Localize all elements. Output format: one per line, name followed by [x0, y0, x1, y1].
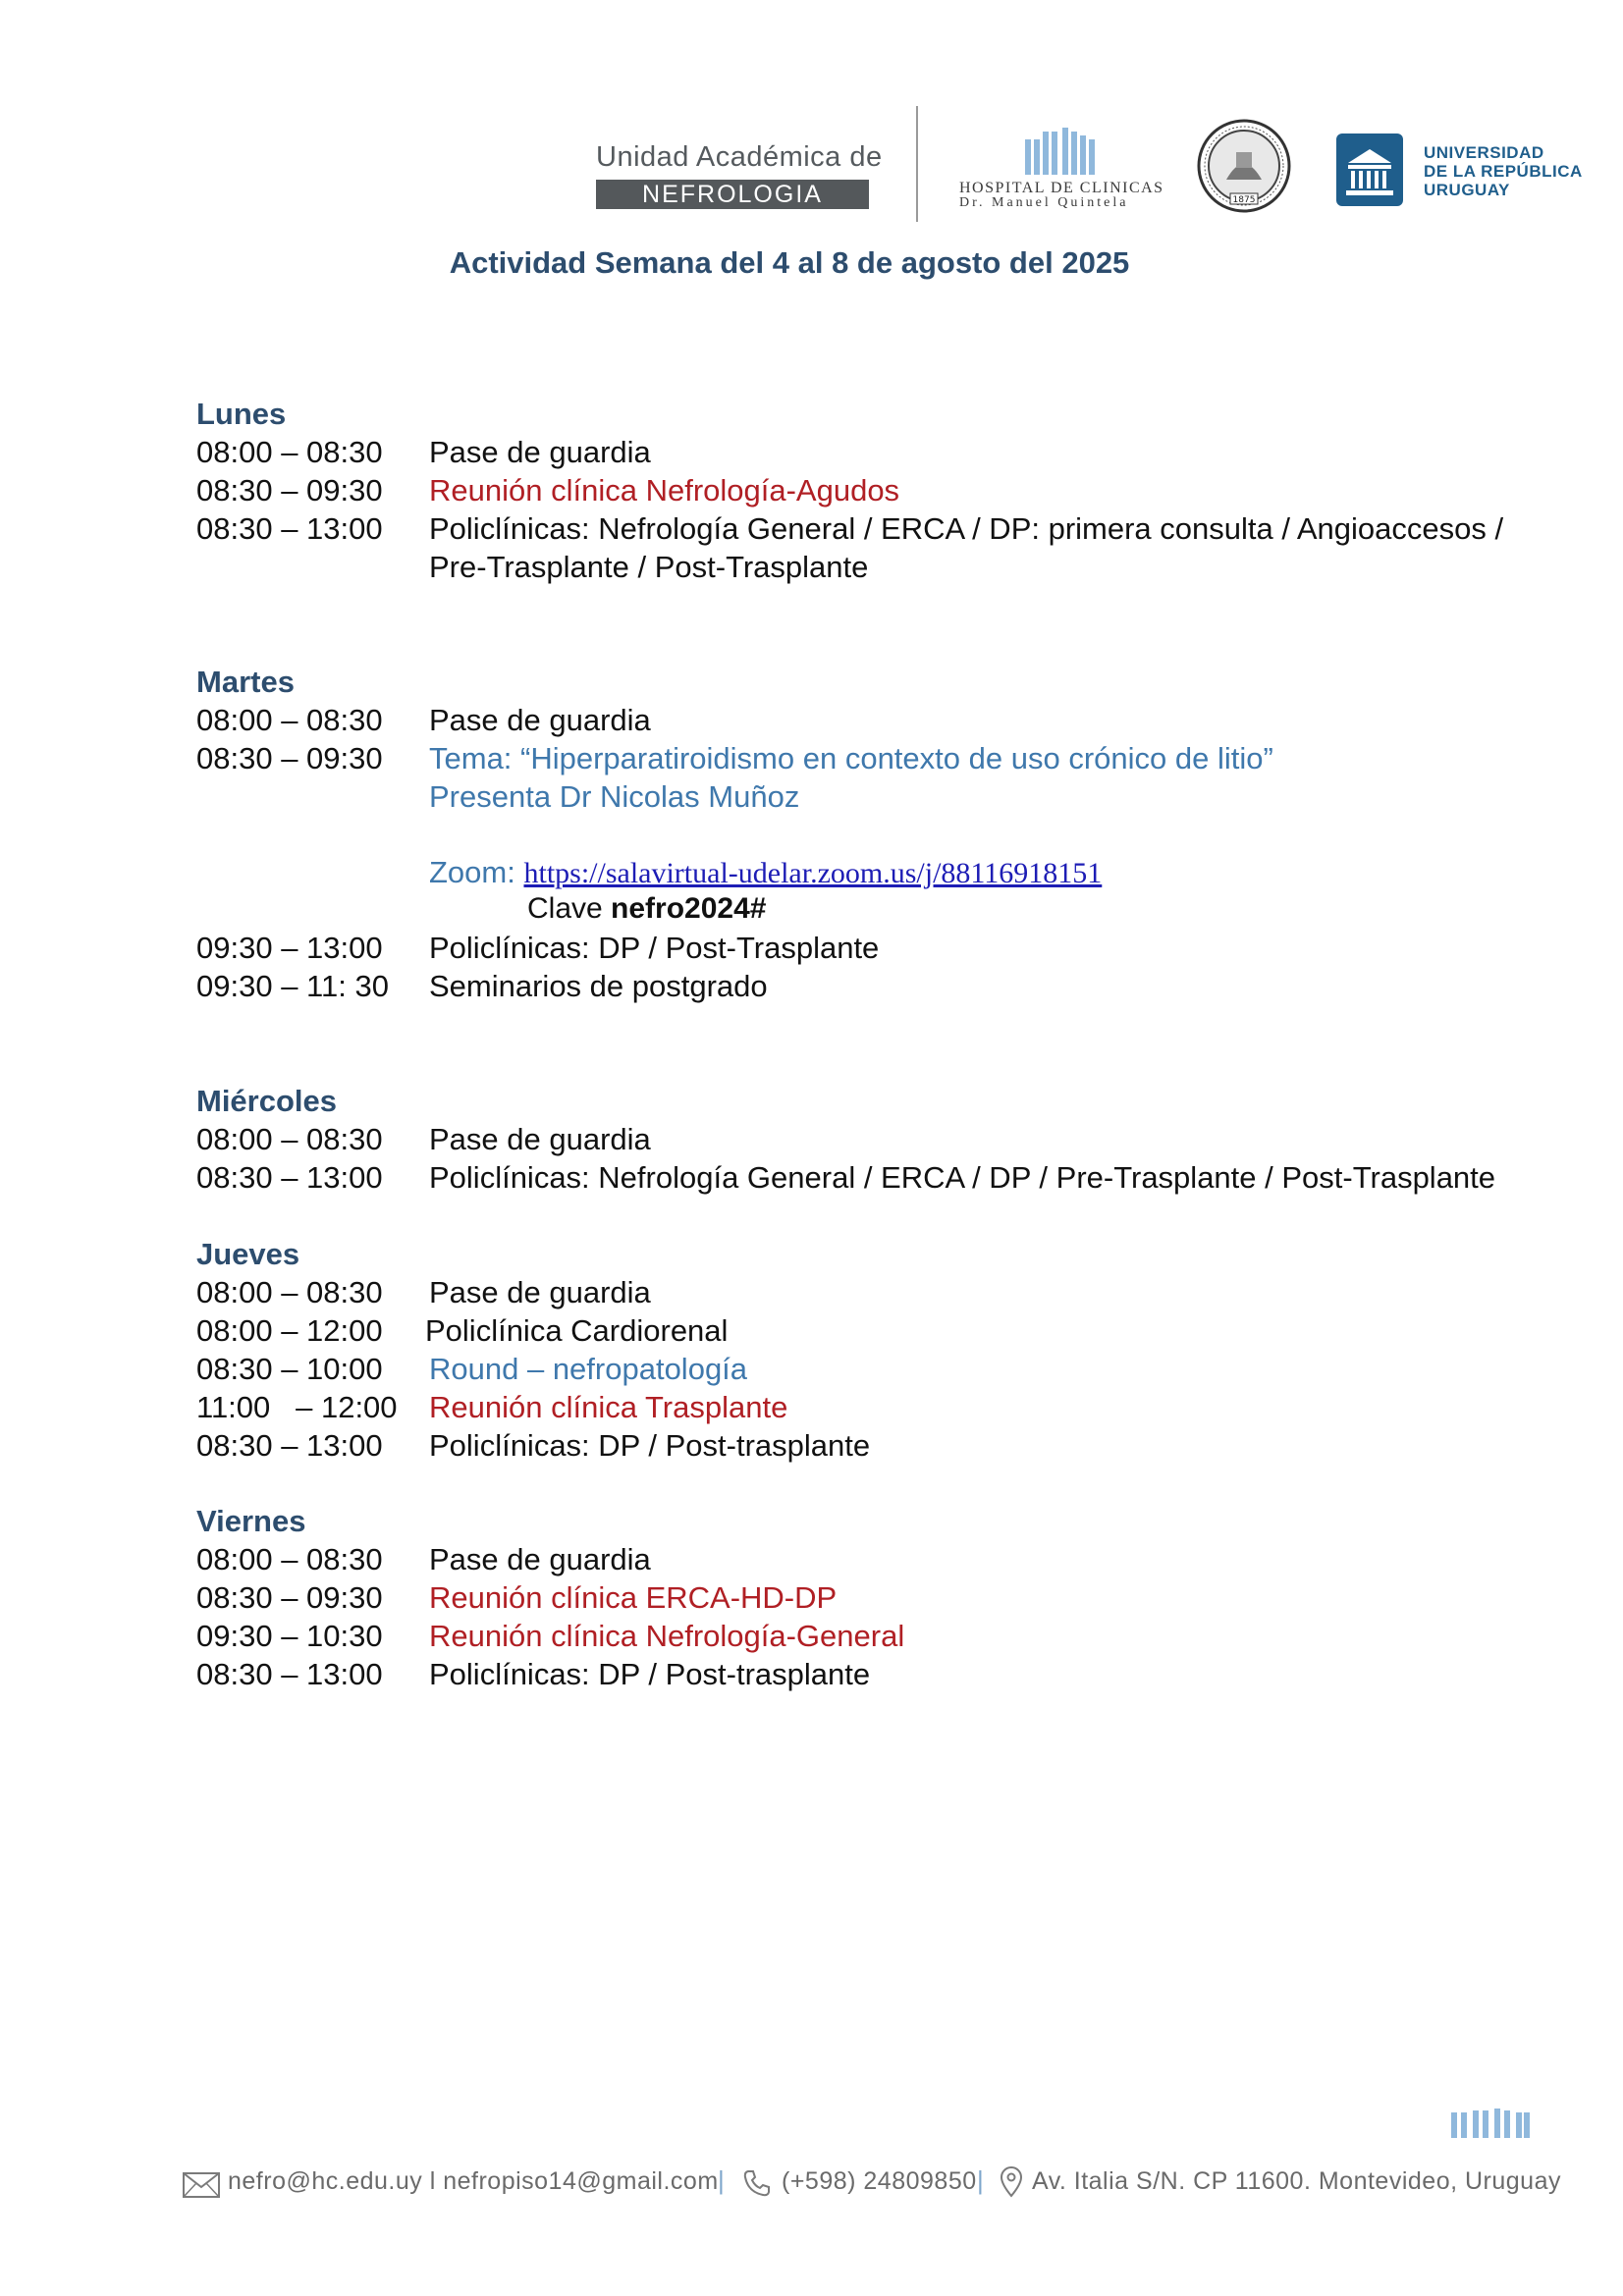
time-slot: 09:30 – 13:00 — [196, 931, 383, 965]
footer-separator: | — [977, 2165, 984, 2195]
location-pin-icon — [1000, 2166, 1023, 2198]
activity: Policlínicas: Nefrología General / ERCA / DP: primera consulta / Angioaccesos / — [429, 511, 1504, 546]
day-heading-viernes: Viernes — [196, 1504, 306, 1538]
footer-logo-icon — [1451, 2109, 1530, 2138]
activity: Policlínica Cardiorenal — [425, 1313, 729, 1348]
hospital-clinicas-logo-icon — [1025, 128, 1096, 175]
envelope-icon — [183, 2172, 220, 2198]
time-slot: 08:30 – 09:30 — [196, 473, 383, 507]
clave-value: nefro2024# — [611, 892, 767, 925]
nefrologia-label: NEFROLOGIA — [596, 180, 869, 209]
day-heading-martes: Martes — [196, 665, 295, 699]
activity-continuation: Pre-Trasplante / Post-Trasplante — [429, 550, 869, 584]
activity: Pase de guardia — [429, 435, 651, 469]
udelar-line-1: UNIVERSIDAD — [1424, 143, 1544, 162]
faculty-seal-icon — [1197, 119, 1291, 213]
hospital-name: HOSPITAL DE CLINICAS — [959, 180, 1164, 196]
header-divider — [916, 106, 918, 222]
footer-phone[interactable]: (+598) 24809850 — [782, 2167, 977, 2195]
time-slot: 08:30 – 13:00 — [196, 1160, 383, 1195]
time-slot: 08:30 – 13:00 — [196, 1428, 383, 1463]
activity-round: Round – nefropatología — [429, 1352, 748, 1386]
activity-meeting: Reunión clínica ERCA-HD-DP — [429, 1580, 838, 1615]
activity: Pase de guardia — [429, 1542, 651, 1576]
phone-icon — [742, 2168, 772, 2198]
page-title: Actividad Semana del 4 al 8 de agosto del 2025 — [449, 245, 1130, 280]
activity-topic: Tema: “Hiperparatiroidismo en contexto de uso crónico de litio” — [429, 741, 1273, 775]
udelar-building-icon — [1336, 133, 1403, 206]
time-slot: 09:30 – 10:30 — [196, 1619, 383, 1653]
footer-email[interactable]: nefro@hc.edu.uy l nefropiso14@gmail.com — [228, 2167, 719, 2195]
zoom-link[interactable]: https://salavirtual-udelar.zoom.us/j/88116918151 — [523, 857, 1103, 889]
clave-label: Clave — [527, 892, 603, 925]
time-slot: 08:00 – 08:30 — [196, 1275, 383, 1309]
time-slot: 09:30 – 11: 30 — [196, 969, 389, 1003]
footer-separator: | — [718, 2165, 725, 2195]
activity: Pase de guardia — [429, 703, 651, 737]
time-slot: 08:00 – 08:30 — [196, 1122, 383, 1156]
zoom-line — [429, 855, 1102, 890]
day-heading-lunes: Lunes — [196, 397, 287, 431]
time-slot: 08:30 – 10:00 — [196, 1352, 383, 1386]
footer-address: Av. Italia S/N. CP 11600. Montevideo, Uruguay — [1032, 2167, 1561, 2195]
day-heading-jueves: Jueves — [196, 1237, 300, 1271]
activity: Policlínicas: DP / Post-trasplante — [429, 1657, 871, 1691]
time-slot: 08:30 – 09:30 — [196, 741, 383, 775]
activity-meeting: Reunión clínica Trasplante — [429, 1390, 788, 1424]
activity: Pase de guardia — [429, 1275, 651, 1309]
udelar-line-3: URUGUAY — [1424, 181, 1510, 199]
time-slot: 08:30 – 13:00 — [196, 1657, 383, 1691]
time-slot: 11:00 – 12:00 — [196, 1390, 398, 1424]
time-slot: 08:30 – 09:30 — [196, 1580, 383, 1615]
seal-year: 1875 — [1232, 195, 1256, 205]
hospital-subname: Dr. Manuel Quintela — [959, 195, 1129, 210]
time-slot: 08:00 – 08:30 — [196, 1542, 383, 1576]
activity: Policlínicas: Nefrología General / ERCA / DP / Pre-Trasplante / Post-Trasplante — [429, 1160, 1496, 1195]
activity-meeting: Reunión clínica Nefrología-General — [429, 1619, 905, 1653]
time-slot: 08:00 – 08:30 — [196, 435, 383, 469]
day-heading-miercoles: Miércoles — [196, 1084, 338, 1118]
activity-meeting: Reunión clínica Nefrología-Agudos — [429, 473, 900, 507]
time-slot: 08:00 – 08:30 — [196, 703, 383, 737]
zoom-label: Zoom: — [429, 855, 515, 889]
clave-line — [527, 892, 766, 926]
activity: Pase de guardia — [429, 1122, 651, 1156]
activity-presenter: Presenta Dr Nicolas Muñoz — [429, 779, 800, 814]
activity: Policlínicas: DP / Post-trasplante — [429, 1428, 871, 1463]
udelar-line-2: DE LA REPÚBLICA — [1424, 162, 1583, 181]
activity: Policlínicas: DP / Post-Trasplante — [429, 931, 880, 965]
time-slot: 08:30 – 13:00 — [196, 511, 383, 546]
unidad-academica-label: Unidad Académica de — [596, 141, 883, 173]
time-slot: 08:00 – 12:00 — [196, 1313, 383, 1348]
activity: Seminarios de postgrado — [429, 969, 768, 1003]
